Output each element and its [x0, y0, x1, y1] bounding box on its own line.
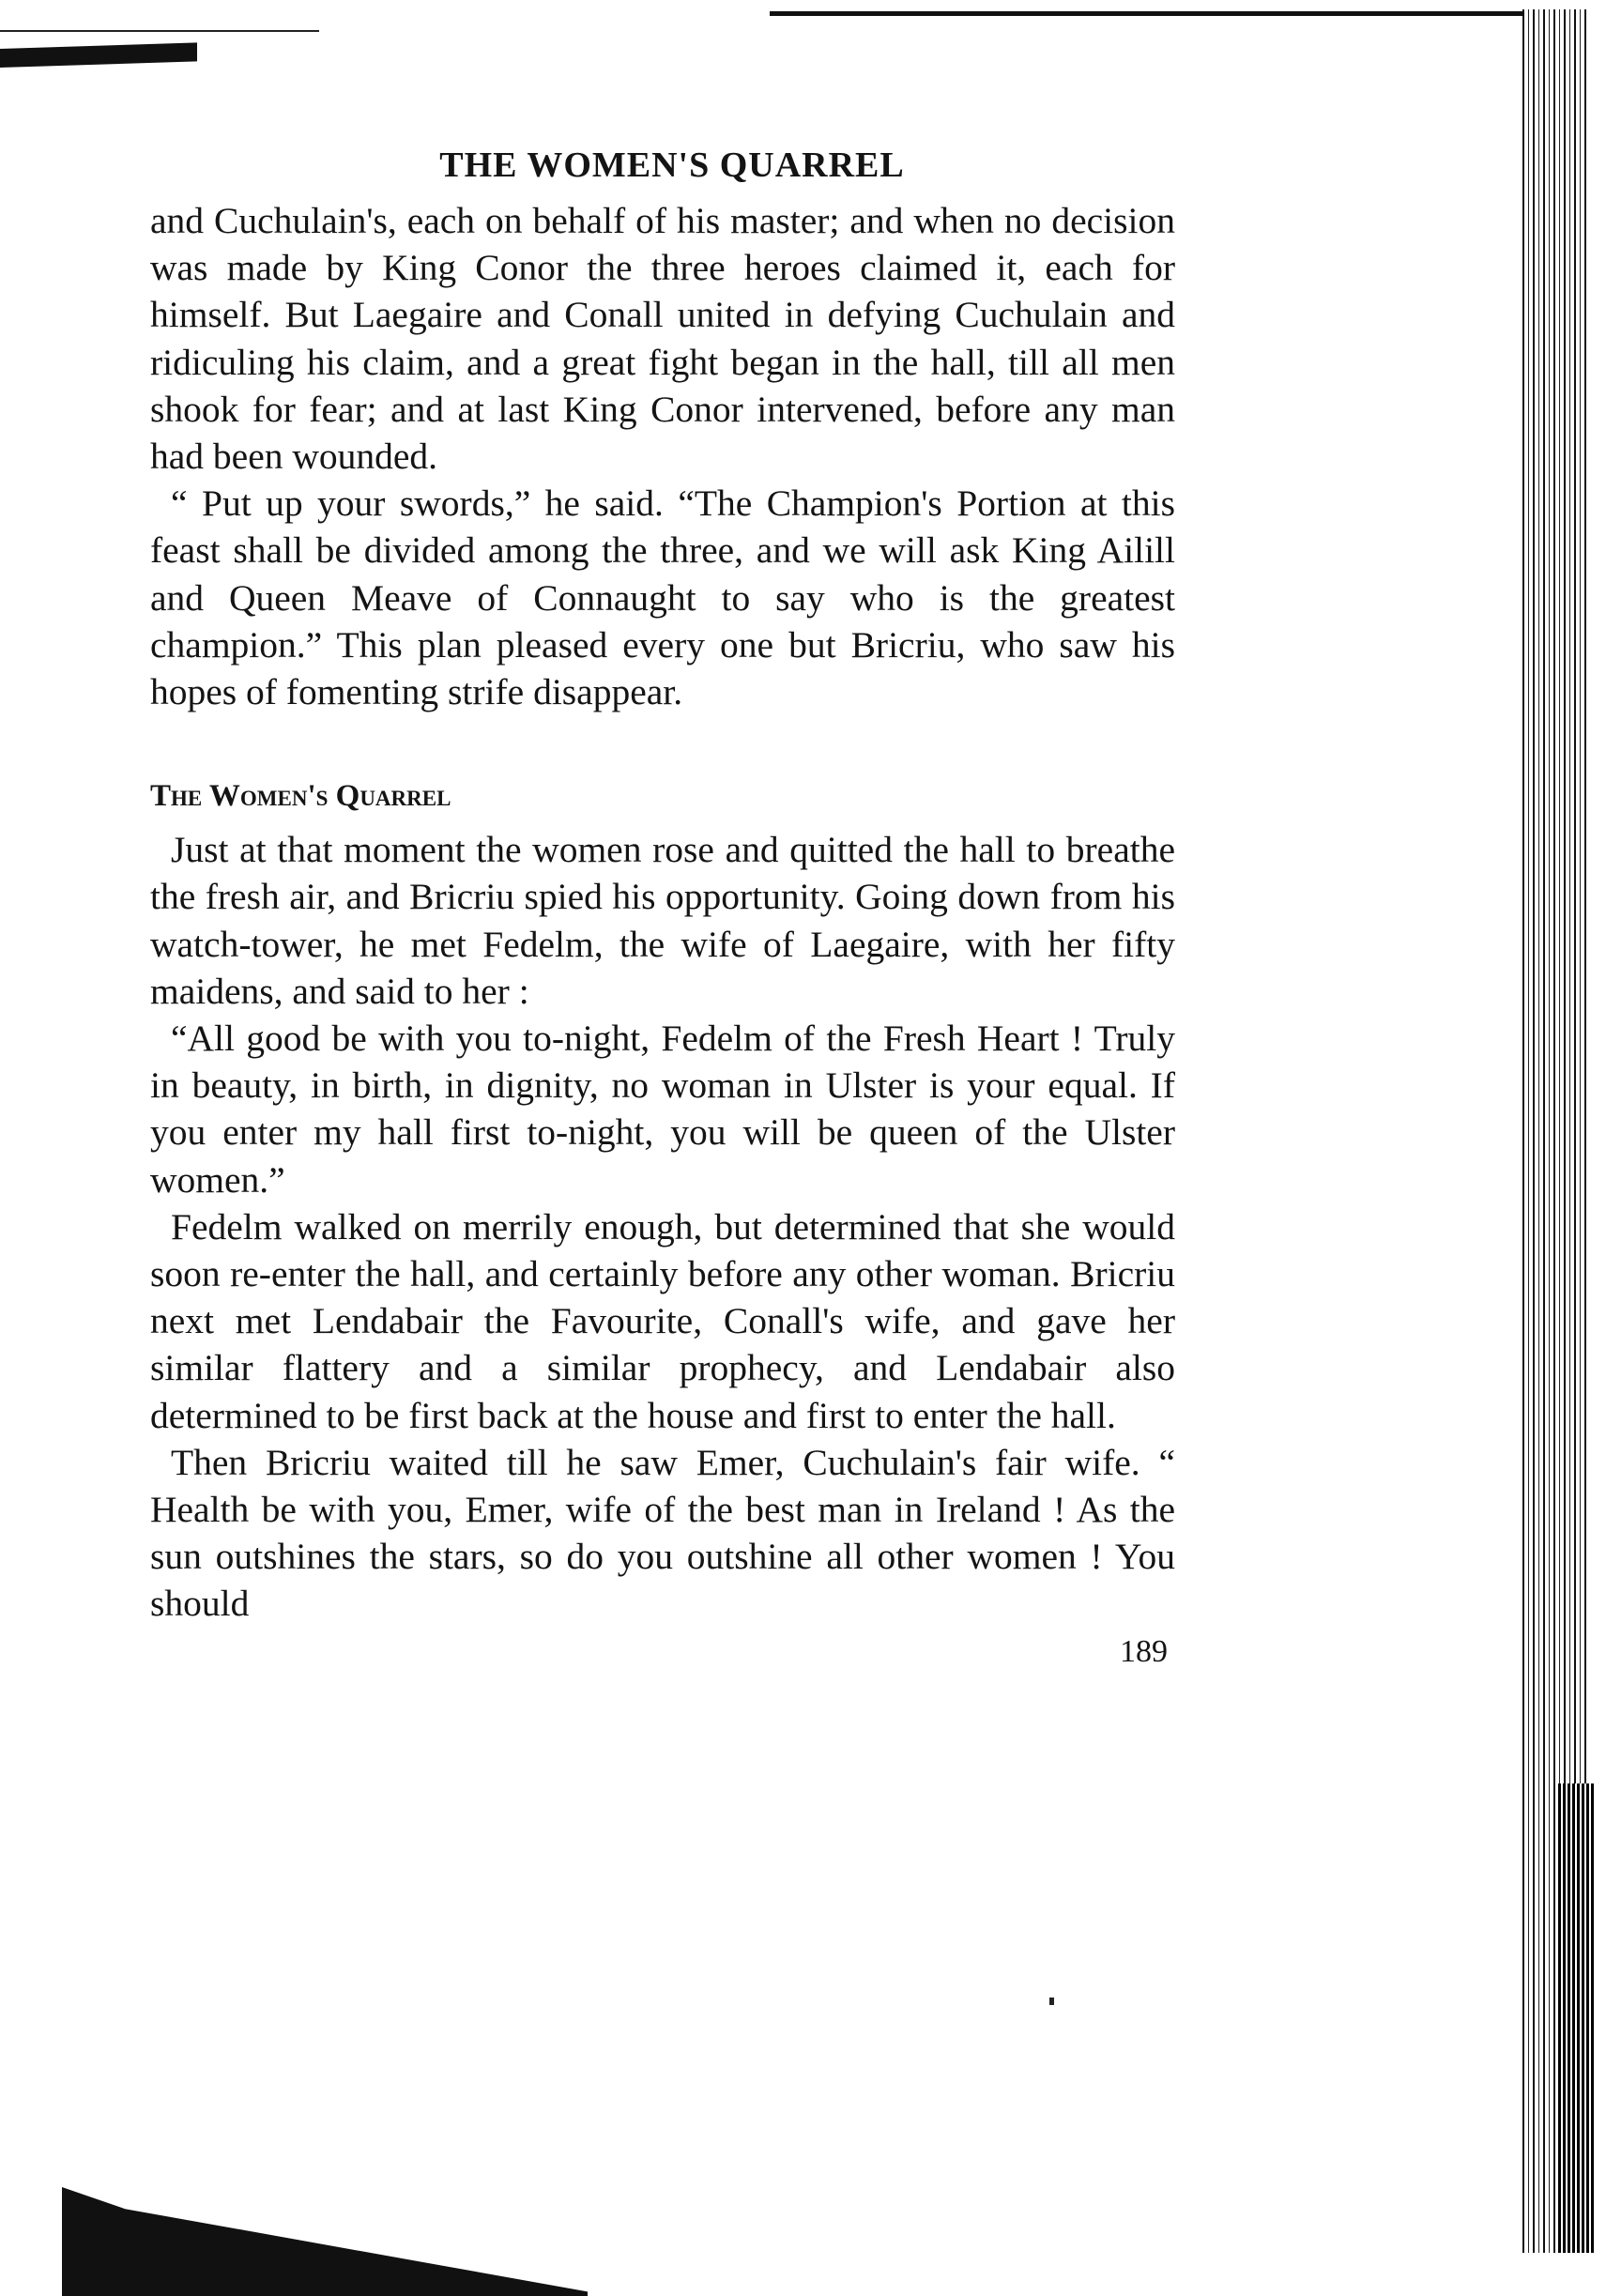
paragraph: “All good be with you to-night, Fedelm of the Fresh Heart ! Truly in beauty, in birth, in dignity, no woman in Ulster is your equal. If you enter my hall first to-night, you will be queen of the Ulster women.”: [150, 1018, 1175, 1201]
paragraph: and Cuchulain's, each on behalf of his master; and when no decision was made by King Conor the three heroes claimed it, each for himself. But Laegaire and Conall united in defying Cuchulain and ridiculing his claim, and a great fight began in the hall, till all men shook for fear; and at last King Conor intervened, before any man had been wounded.: [150, 200, 1175, 478]
ink-speck: [1049, 1998, 1054, 2005]
page-number: 189: [1120, 1633, 1168, 1669]
scan-edge-shadow: [0, 42, 197, 68]
paragraph: “ Put up your swords,” he said. “The Champion's Portion at this feast shall be divided among the three, and we will ask King Ailill and Queen Meave of Connaught to say who is the greatest champion.” This plan pleased every one but Bricriu, who saw his hopes of fomenting strife disappear.: [150, 482, 1175, 713]
paragraph: Just at that moment the women rose and quitted the hall to breathe the fresh air, and Bricriu spied his opportunity. Going down from his watch-tower, he met Fedelm, the wife of Laegaire, with her fifty maidens, and said to her :: [150, 829, 1175, 1012]
section-heading: The Women's Quarrel: [150, 779, 451, 814]
scan-edge-shadow: [62, 2187, 588, 2296]
scan-edge-line: [0, 30, 319, 32]
paragraph: Fedelm walked on merrily enough, but determined that she would soon re-enter the hall, and certainly before any other woman. Bricriu next met Lendabair the Favourite, Conall's wife, and gave her similar flattery and a similar prophecy, and Lendabair also determined to be first back at the house and first to enter the hall.: [150, 1205, 1175, 1436]
scan-edge-line: [770, 11, 1539, 16]
running-head: THE WOMEN'S QUARREL: [439, 145, 905, 185]
book-edge-strip: [1558, 1783, 1596, 2253]
paragraph: Then Bricriu waited till he saw Emer, Cuchulain's fair wife. “ Health be with you, Emer, wife of the best man in Ireland ! As the sun outshines the stars, so do you outshine all other women ! You should: [150, 1441, 1175, 1625]
book-page: [150, 141, 1175, 1673]
